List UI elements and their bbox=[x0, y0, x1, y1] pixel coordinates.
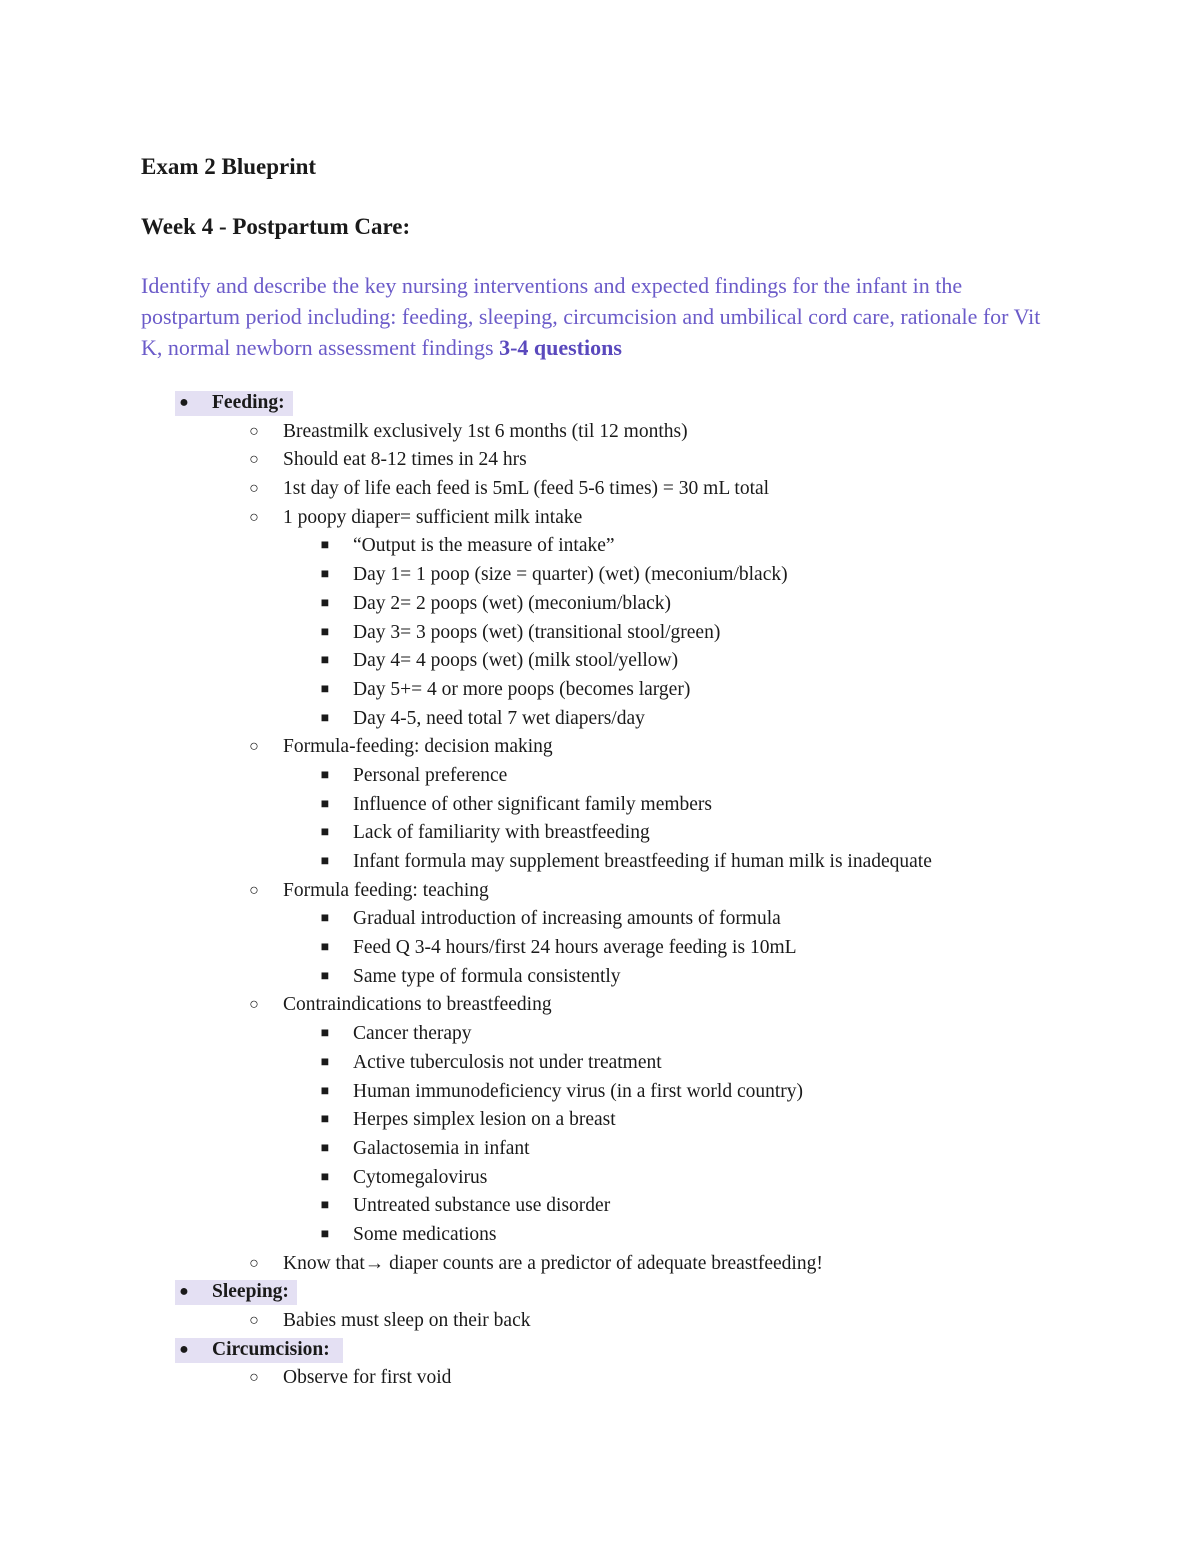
list-item bbox=[0, 446, 1200, 475]
list-subitem bbox=[0, 791, 1200, 820]
document-title: Exam 2 Blueprint bbox=[141, 154, 317, 179]
topic-label: Circumcision: bbox=[212, 1338, 330, 1360]
list-subitem-text: Cytomegalovirus bbox=[353, 1166, 488, 1188]
list-subitem-text: Influence of other significant family members bbox=[353, 793, 712, 815]
square-bullet-icon: ■ bbox=[320, 1112, 330, 1128]
circle-bullet-icon: ○ bbox=[249, 1369, 259, 1387]
topic-label: Feeding: bbox=[212, 392, 285, 413]
list-subitem-text: Day 3= 3 poops (wet) (transitional stool/green) bbox=[353, 621, 721, 643]
square-bullet-icon: ■ bbox=[320, 1169, 330, 1185]
circle-bullet-icon: ○ bbox=[249, 451, 259, 469]
list-item-text: Formula-feeding: decision making bbox=[283, 736, 553, 758]
list-item bbox=[0, 418, 1200, 447]
list-item bbox=[0, 877, 1200, 906]
list-item-text: Breastmilk exclusively 1st 6 months (til 12 months) bbox=[283, 420, 688, 442]
square-bullet-icon: ■ bbox=[320, 538, 330, 554]
list-subitem bbox=[0, 1135, 1200, 1164]
question-count: 3-4 questions bbox=[499, 335, 622, 360]
square-bullet-icon: ■ bbox=[320, 1054, 330, 1070]
square-bullet-icon: ■ bbox=[320, 595, 330, 611]
bullet-icon: ● bbox=[179, 1283, 189, 1301]
list-item-text: 1 poopy diaper= sufficient milk intake bbox=[283, 506, 583, 528]
list-item bbox=[0, 1364, 1200, 1393]
list-subitem bbox=[0, 963, 1200, 992]
list-subitem-text: Day 4= 4 poops (wet) (milk stool/yellow) bbox=[353, 650, 679, 672]
list-subitem-text: Gradual introduction of increasing amounts of formula bbox=[353, 908, 781, 930]
list-subitem bbox=[0, 1020, 1200, 1049]
list-subitem bbox=[0, 561, 1200, 590]
list-subitem bbox=[0, 1049, 1200, 1078]
list-item bbox=[0, 1307, 1200, 1336]
circle-bullet-icon: ○ bbox=[249, 996, 259, 1014]
list-item-text: Contraindications to breastfeeding bbox=[283, 994, 552, 1016]
square-bullet-icon: ■ bbox=[320, 1140, 330, 1156]
square-bullet-icon: ■ bbox=[320, 624, 330, 640]
square-bullet-icon: ■ bbox=[320, 1198, 330, 1214]
square-bullet-icon: ■ bbox=[320, 825, 330, 841]
bullet-icon: ● bbox=[179, 1340, 189, 1358]
list-subitem-text: Herpes simplex lesion on a breast bbox=[353, 1109, 616, 1131]
list-item-text: Should eat 8-12 times in 24 hrs bbox=[283, 449, 527, 471]
square-bullet-icon: ■ bbox=[320, 767, 330, 783]
circle-bullet-icon: ○ bbox=[249, 422, 259, 440]
square-bullet-icon: ■ bbox=[320, 968, 330, 984]
list-item-text: Formula feeding: teaching bbox=[283, 879, 489, 901]
list-subitem-text: “Output is the measure of intake” bbox=[353, 535, 615, 557]
list-subitem bbox=[0, 1078, 1200, 1107]
outline-item-feeding bbox=[0, 389, 1200, 418]
square-bullet-icon: ■ bbox=[320, 567, 330, 583]
list-subitem-text: Untreated substance use disorder bbox=[353, 1195, 611, 1217]
list-subitem-text: Lack of familiarity with breastfeeding bbox=[353, 822, 650, 844]
list-item-text: 1st day of life each feed is 5mL (feed 5-6 times) = 30 mL total bbox=[283, 478, 770, 500]
bullet-icon: ● bbox=[179, 394, 189, 411]
square-bullet-icon: ■ bbox=[320, 1226, 330, 1242]
list-subitem bbox=[0, 1221, 1200, 1250]
square-bullet-icon: ■ bbox=[320, 1026, 330, 1042]
list-subitem-text: Cancer therapy bbox=[353, 1023, 472, 1045]
outline-item-sleeping bbox=[0, 1278, 1200, 1307]
topic-outline bbox=[0, 389, 1200, 1393]
learning-objective bbox=[141, 270, 1061, 363]
list-subitem-text: Galactosemia in infant bbox=[353, 1137, 530, 1159]
circle-bullet-icon: ○ bbox=[249, 508, 259, 526]
list-item-text: Observe for first void bbox=[283, 1367, 452, 1389]
list-subitem bbox=[0, 848, 1200, 877]
square-bullet-icon: ■ bbox=[320, 1083, 330, 1099]
square-bullet-icon: ■ bbox=[320, 710, 330, 726]
list-subitem-text: Feed Q 3-4 hours/first 24 hours average feeding is 10mL bbox=[353, 937, 797, 959]
list-item-text: Babies must sleep on their back bbox=[283, 1310, 531, 1331]
list-item bbox=[0, 475, 1200, 504]
list-subitem bbox=[0, 647, 1200, 676]
list-subitem bbox=[0, 705, 1200, 734]
list-subitem bbox=[0, 590, 1200, 619]
square-bullet-icon: ■ bbox=[320, 653, 330, 669]
list-subitem-text: Day 1= 1 poop (size = quarter) (wet) (meconium/black) bbox=[353, 564, 788, 586]
square-bullet-icon: ■ bbox=[320, 940, 330, 956]
section-heading: Week 4 - Postpartum Care: bbox=[141, 214, 411, 239]
list-subitem-text: Personal preference bbox=[353, 764, 508, 786]
list-subitem-text: Infant formula may supplement breastfeeding if human milk is inadequate bbox=[353, 851, 932, 872]
list-subitem bbox=[0, 619, 1200, 648]
list-subitem-text: Some medications bbox=[353, 1223, 497, 1245]
circle-bullet-icon: ○ bbox=[249, 881, 259, 899]
list-subitem bbox=[0, 905, 1200, 934]
list-subitem bbox=[0, 676, 1200, 705]
list-subitem-text: Day 5+= 4 or more poops (becomes larger) bbox=[353, 678, 691, 700]
square-bullet-icon: ■ bbox=[320, 854, 330, 869]
list-item bbox=[0, 733, 1200, 762]
square-bullet-icon: ■ bbox=[320, 911, 330, 927]
list-subitem bbox=[0, 1164, 1200, 1193]
circle-bullet-icon: ○ bbox=[249, 480, 259, 498]
list-subitem bbox=[0, 934, 1200, 963]
list-item bbox=[0, 504, 1200, 533]
topic-label: Sleeping: bbox=[212, 1281, 289, 1303]
circle-bullet-icon: ○ bbox=[249, 1312, 259, 1329]
circle-bullet-icon: ○ bbox=[249, 738, 259, 756]
list-subitem-text: Day 4-5, need total 7 wet diapers/day bbox=[353, 707, 645, 729]
list-item bbox=[0, 1250, 1200, 1279]
list-subitem bbox=[0, 1106, 1200, 1135]
square-bullet-icon: ■ bbox=[320, 681, 330, 697]
list-subitem-text: Human immunodeficiency virus (in a first world country) bbox=[353, 1080, 804, 1102]
circle-bullet-icon: ○ bbox=[249, 1254, 259, 1272]
list-subitem-text: Active tuberculosis not under treatment bbox=[353, 1051, 662, 1073]
list-subitem bbox=[0, 1192, 1200, 1221]
list-item-text: Know that→ diaper counts are a predictor of adequate breastfeeding! bbox=[283, 1252, 823, 1274]
list-subitem bbox=[0, 762, 1200, 791]
outline-item-circumcision bbox=[0, 1336, 1200, 1365]
list-item bbox=[0, 991, 1200, 1020]
list-subitem-text: Day 2= 2 poops (wet) (meconium/black) bbox=[353, 592, 672, 614]
objective-text: Identify and describe the key nursing interventions and expected findings for the infant in the postpartum period including: feeding, sleeping, circumcision and umbilical cord care, rationale for Vit K, normal newborn assessment findings bbox=[141, 273, 1041, 360]
list-subitem bbox=[0, 532, 1200, 561]
list-subitem bbox=[0, 819, 1200, 848]
square-bullet-icon: ■ bbox=[320, 796, 330, 812]
list-subitem-text: Same type of formula consistently bbox=[353, 965, 621, 987]
